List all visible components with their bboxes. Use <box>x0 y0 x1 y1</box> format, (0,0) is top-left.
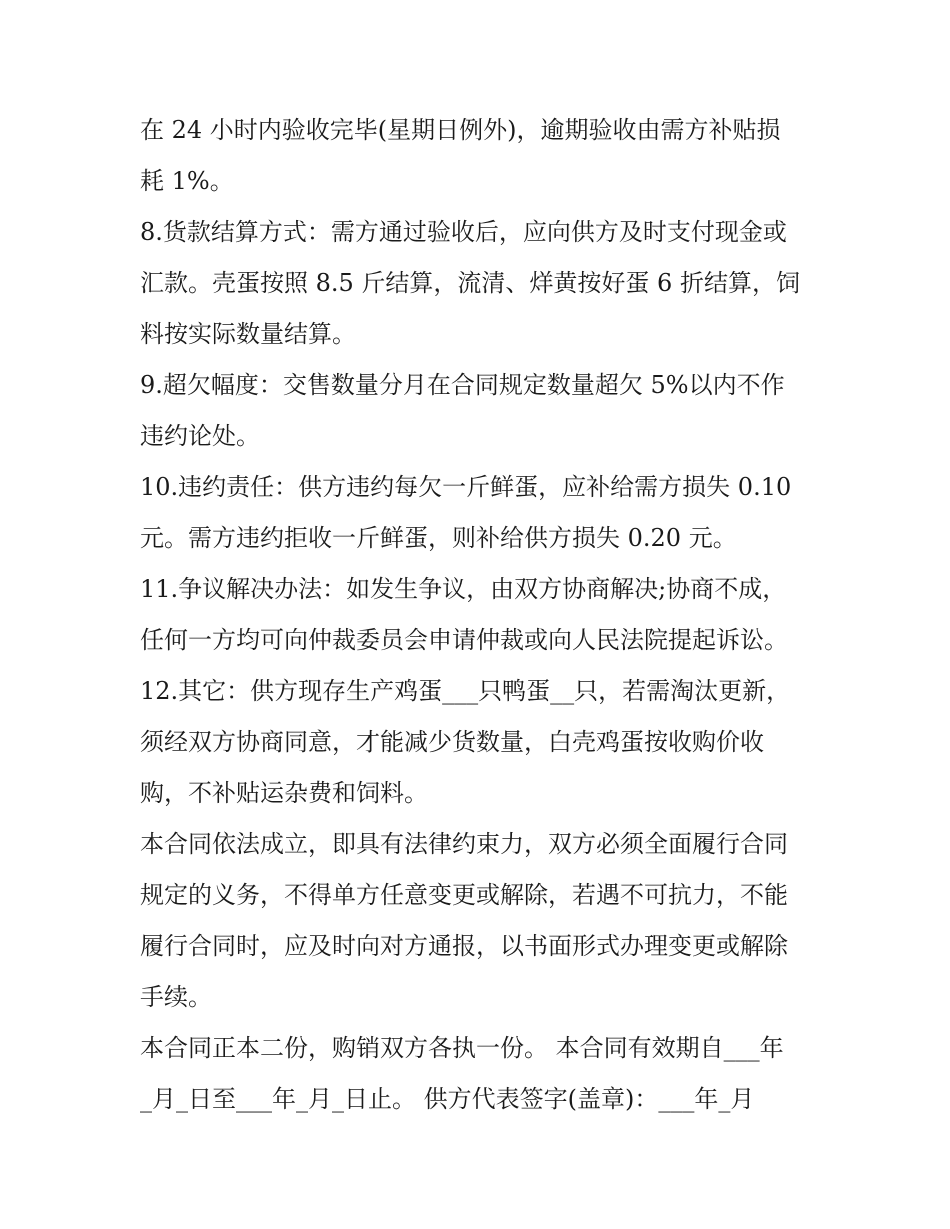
text-line: 本合同正本二份，购销双方各执一份。 本合同有效期自___年 <box>140 1034 784 1062</box>
text-line: 11.争议解决办法：如发生争议，由双方协商解决;协商不成， <box>140 575 787 603</box>
text-line: 履行合同时，应及时向对方通报，以书面形式办理变更或解除 <box>140 932 788 960</box>
text-line: 手续。 <box>140 983 212 1011</box>
text-line: 元。需方违约拒收一斤鲜蛋，则补给供方损失 0.20 元。 <box>140 524 737 552</box>
text-line: 须经双方协商同意，才能减少货数量，白壳鸡蛋按收购价收 <box>140 728 764 756</box>
text-line: 规定的义务，不得单方任意变更或解除，若遇不可抗力，不能 <box>140 881 788 909</box>
text-line: 任何一方均可向仲裁委员会申请仲裁或向人民法院提起诉讼。 <box>140 626 788 654</box>
text-line: 本合同依法成立，即具有法律约束力，双方必须全面履行合同 <box>140 830 788 858</box>
text-line: 料按实际数量结算。 <box>140 320 356 348</box>
text-line: 12.其它：供方现存生产鸡蛋___只鸭蛋__只，若需淘汰更新， <box>140 677 791 705</box>
text-line: 耗 1%。 <box>140 167 234 195</box>
text-line: 购，不补贴运杂费和饲料。 <box>140 779 428 807</box>
text-line: 汇款。壳蛋按照 8.5 斤结算，流清、烊黄按好蛋 6 折结算，饲 <box>140 269 800 297</box>
text-line: 10.违约责任：供方违约每欠一斤鲜蛋，应补给需方损失 0.10 <box>140 473 792 501</box>
contract-text <box>140 105 820 1125</box>
text-line: 在 24 小时内验收完毕(星期日例外)，逾期验收由需方补贴损 <box>140 116 781 144</box>
text-line: 9.超欠幅度：交售数量分月在合同规定数量超欠 5%以内不作 <box>140 371 785 399</box>
text-line: 8.货款结算方式：需方通过验收后，应向供方及时支付现金或 <box>140 218 787 246</box>
text-line: _月_日至___年_月_日止。 供方代表签字(盖章)：___年_月 <box>140 1085 755 1113</box>
text-line: 违约论处。 <box>140 422 260 450</box>
